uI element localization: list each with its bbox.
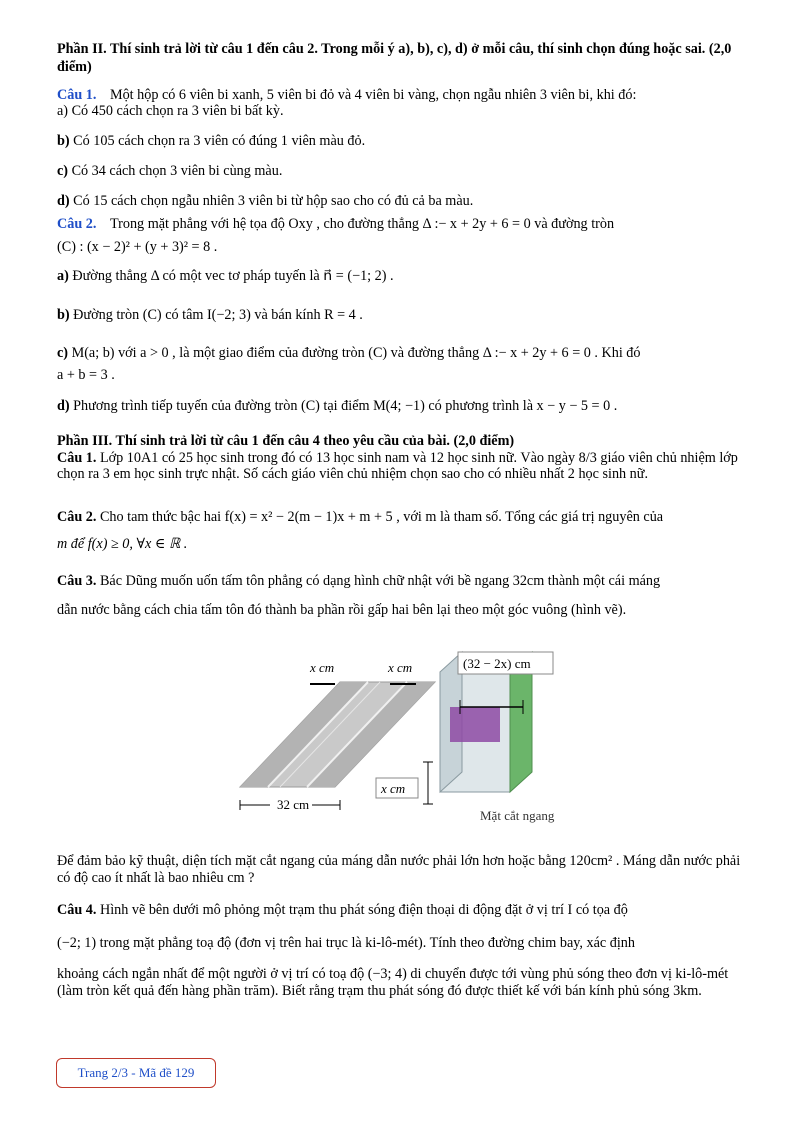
trough-figure	[180, 612, 580, 827]
trough-illustration	[180, 612, 580, 827]
part3-heading: Phần III. Thí sinh trả lời từ câu 1 đến câu 4 theo yêu cầu của bài. (2,0 điểm)	[57, 433, 515, 449]
option-text: M(a; b) với a > 0 , là một giao điểm của đường tròn (C) và đường thẳng Δ :− x + 2y + 6 = 0 . Khi đó	[71, 345, 641, 361]
option-text: Có 15 cách chọn ngẫu nhiên 3 viên bi từ hộp sao cho có đủ cả ba màu.	[73, 193, 474, 209]
cross-section-label: Mặt cắt ngang	[480, 808, 555, 823]
part2-q1-stem	[57, 87, 757, 104]
part3-q4	[57, 902, 757, 919]
top-width-label: (32 − 2x) cm	[463, 656, 531, 671]
option-text: Đường tròn (C) có tâm I(−2; 3) và bán kính R = 4 .	[73, 307, 363, 323]
q2-option-c	[57, 345, 757, 362]
q1-label: Câu 1.	[57, 87, 97, 103]
x-cm-right-label: x cm	[388, 660, 413, 675]
part3-q3-after: Để đảm bảo kỹ thuật, diện tích mặt cắt ngang của máng dẫn nước phải lớn hơn hoặc bằng 120cm² . Máng dẫn nước phải có độ cao ít nhất là bao nhiêu cm ?	[57, 853, 741, 886]
option-label: c)	[57, 345, 69, 361]
option-label: d)	[57, 398, 70, 414]
part3-q2	[57, 509, 757, 526]
q1-option-b	[57, 133, 757, 150]
q2-label: Câu 2.	[57, 216, 97, 232]
option-text: Có 34 cách chọn 3 viên bi cùng màu.	[71, 163, 283, 179]
q2-option-a	[57, 268, 757, 285]
option-label: c)	[57, 163, 69, 179]
q2-stem-text: Trong mặt phẳng với hệ tọa độ Oxy , cho đường thẳng Δ :− x + 2y + 6 = 0 và đường tròn	[109, 216, 615, 232]
part3-q1	[57, 450, 757, 482]
option-label: a)	[57, 103, 69, 119]
width-label: 32 cm	[277, 797, 310, 812]
option-text: Có 450 cách chọn ra 3 viên bi bất kỳ.	[71, 103, 284, 119]
q2-option-d	[57, 398, 757, 415]
q2-circle-equation: (C) : (x − 2)² + (y + 3)² = 8 .	[57, 239, 218, 255]
option-text: Phương trình tiếp tuyến của đường tròn (C) tại điểm M(4; −1) có phương trình là x − y − 5 = 0 .	[73, 398, 618, 414]
cross-section-area	[450, 707, 500, 742]
option-text: Đường thẳng Δ có một vec tơ pháp tuyến là n⃗ = (−1; 2) .	[72, 268, 394, 284]
part3-q3-cont: dẫn nước bằng cách chia tấm tôn đó thành ba phần rồi gấp hai bên lại theo một góc vuông (hình vẽ).	[57, 602, 627, 618]
option-label: b)	[57, 307, 70, 323]
option-label: b)	[57, 133, 70, 149]
part2-q2-stem	[57, 216, 757, 233]
q2-option-b	[57, 307, 757, 324]
part3-q3	[57, 573, 757, 590]
question-label: Câu 2.	[57, 509, 97, 525]
q1-stem-text: Một hộp có 6 viên bi xanh, 5 viên bi đỏ và 4 viên bi vàng, chọn ngẫu nhiên 3 viên bi, khi đó:	[109, 87, 637, 103]
question-text: Lớp 10A1 có 25 học sinh trong đó có 13 học sinh nam và 12 học sinh nữ. Vào ngày 8/3 giáo viên chủ nhiệm lớp chọn ra 3 em học sinh trực nhật. Số cách giáo viên chủ nhiệm chọn sao cho có nhiều nhất 2 học sinh nữ.	[57, 450, 738, 482]
option-label: a)	[57, 268, 69, 284]
height-label: x cm	[381, 781, 406, 796]
question-label: Câu 1.	[57, 450, 97, 466]
part3-q2-cont: m để f(x) ≥ 0, ∀x ∈ ℝ .	[57, 536, 188, 552]
q1-option-c	[57, 163, 757, 180]
question-label: Câu 4.	[57, 902, 97, 918]
question-text: Bác Dũng muốn uốn tấm tôn phẳng có dạng hình chữ nhật với bề ngang 32cm thành một cái máng	[99, 573, 661, 589]
part2-heading: Phần II. Thí sinh trả lời từ câu 1 đến câu 2. Trong mỗi ý a), b), c), d) ở mỗi câu, thí sinh chọn đúng hoặc sai. (2,0 điểm)	[57, 41, 732, 75]
part3-q4-cont2: khoảng cách ngắn nhất để một người ở vị trí có toạ độ (−3; 4) di chuyển được tới vùng phủ sóng theo đơn vị ki-lô-mét (làm tròn kết quả đến hàng phần trăm). Biết rằng trạm thu phát sóng đó được thiết kế với bán kính phủ sóng 3km.	[57, 966, 729, 999]
question-text: Hình vẽ bên dưới mô phỏng một trạm thu phát sóng điện thoại di động đặt ở vị trí I có tọa độ	[99, 902, 628, 918]
option-text: Có 105 cách chọn ra 3 viên có đúng 1 viên màu đỏ.	[73, 133, 366, 149]
x-cm-left-label: x cm	[310, 660, 335, 675]
q1-option-d	[57, 193, 757, 210]
option-label: d)	[57, 193, 70, 209]
q2-option-c-cont: a + b = 3 .	[57, 367, 115, 383]
page-footer: Trang 2/3 - Mã đề 129	[56, 1058, 216, 1088]
question-label: Câu 3.	[57, 573, 97, 589]
part3-q4-cont: (−2; 1) trong mặt phẳng toạ độ (đơn vị trên hai trục là ki-lô-mét). Tính theo đường chim bay, xác định	[57, 935, 635, 951]
question-text: Cho tam thức bậc hai f(x) = x² − 2(m − 1)x + m + 5 , với m là tham số. Tổng các giá trị nguyên của	[99, 509, 664, 525]
q1-option-a	[57, 103, 757, 120]
